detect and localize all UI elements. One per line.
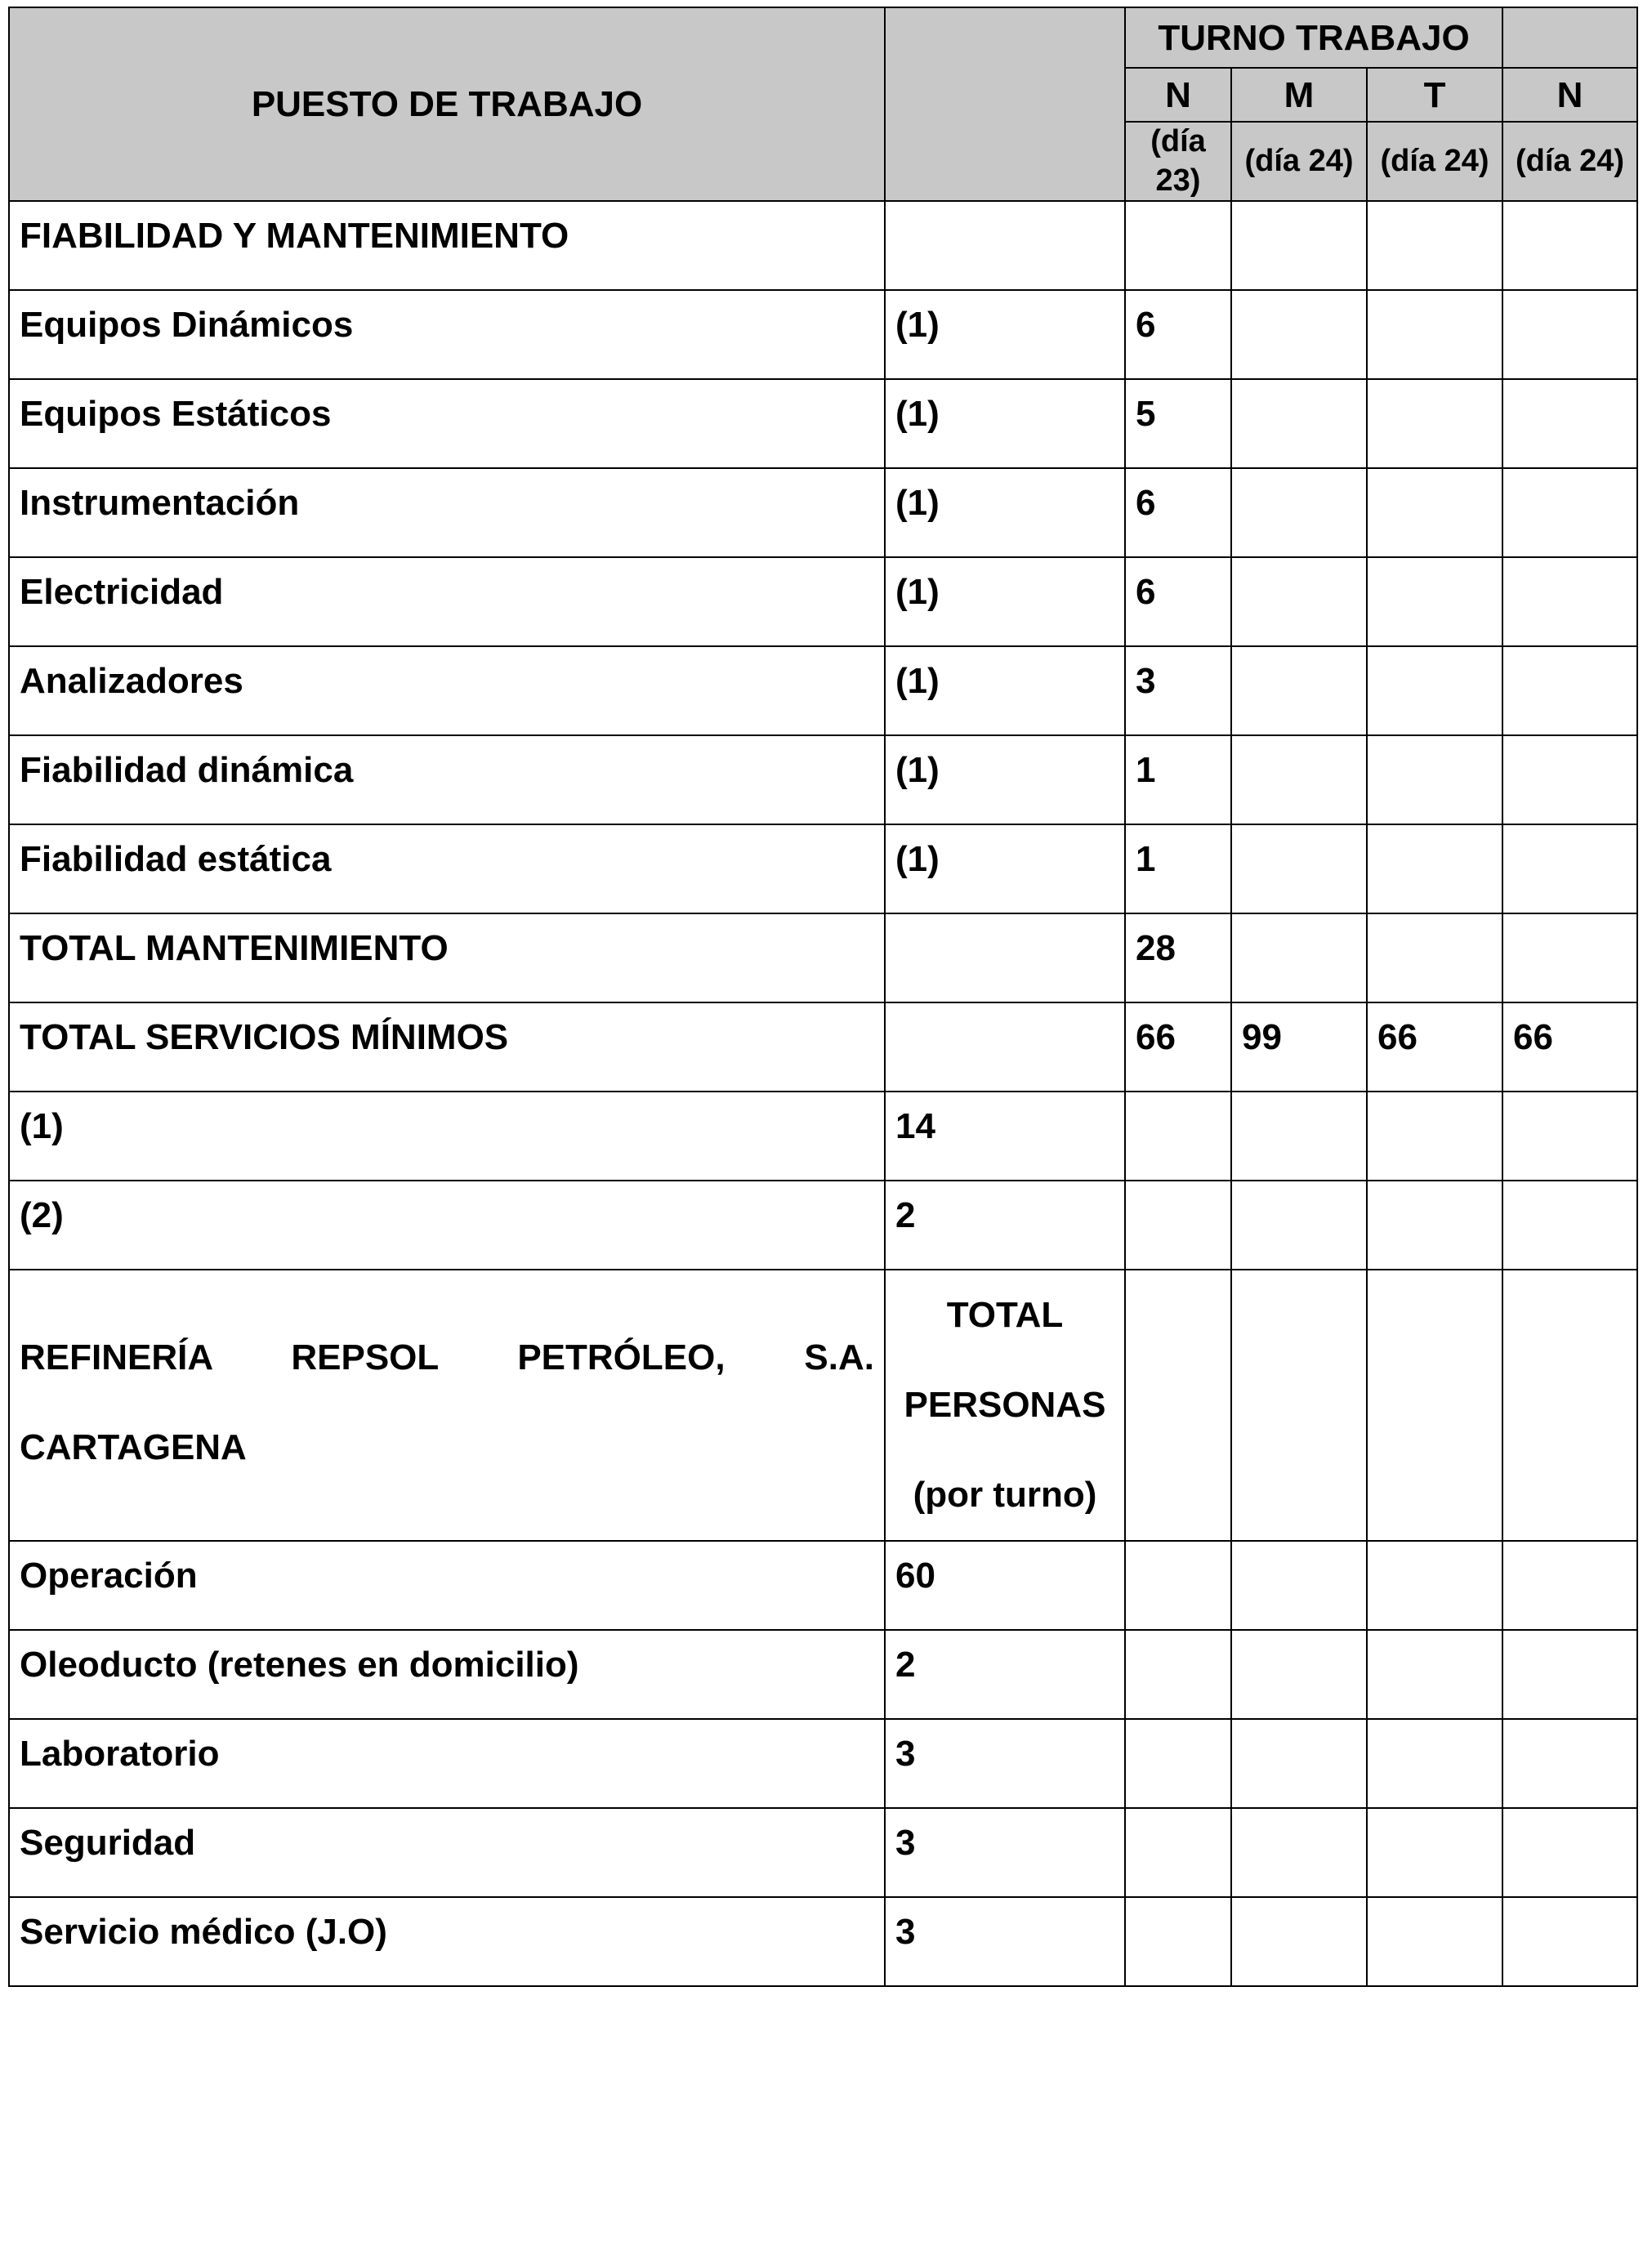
shift-t24-cell: [1367, 468, 1502, 557]
shift-n23-cell: 3: [1125, 646, 1231, 735]
header-shift-code-2: M: [1231, 68, 1367, 122]
puesto-cell: Equipos Estáticos: [9, 379, 885, 468]
shift-n24-cell: 66: [1502, 1002, 1637, 1092]
table-cell: [1367, 1630, 1502, 1719]
table-row: [9, 824, 1637, 913]
puesto-cell: Fiabilidad dinámica: [9, 735, 885, 824]
table-cell: [1125, 1719, 1231, 1808]
marker-cell: [885, 913, 1125, 1002]
puesto-cell: TOTAL SERVICIOS MÍNIMOS: [9, 1002, 885, 1092]
shift-m24-cell: [1231, 824, 1367, 913]
shift-m24-cell: [1231, 201, 1367, 290]
puesto-cell: Laboratorio: [9, 1719, 885, 1808]
table-row: [9, 1541, 1637, 1630]
marker-cell: (1): [885, 468, 1125, 557]
table-cell: [1231, 1630, 1367, 1719]
total-personas-line2: PERSONAS: [904, 1385, 1106, 1425]
marker-cell: 2: [885, 1181, 1125, 1270]
table-cell: [1367, 1897, 1502, 1986]
table-cell: [1502, 1719, 1637, 1808]
total-personas-value-cell: 2: [885, 1630, 1125, 1719]
header-shift-day-4: (día 24): [1502, 122, 1637, 201]
shift-t24-cell: [1367, 1181, 1502, 1270]
table-row: [9, 913, 1637, 1002]
shift-m24-cell: [1231, 468, 1367, 557]
shift-m24-cell: [1231, 290, 1367, 379]
table-cell: [1125, 1897, 1231, 1986]
shift-m24-cell: [1231, 646, 1367, 735]
table-row: [9, 1181, 1637, 1270]
shift-n24-cell: [1502, 557, 1637, 646]
header-shift-code-3: T: [1367, 68, 1502, 122]
servicios-minimos-table: [8, 7, 1638, 1987]
header-blank: [885, 7, 1125, 201]
header-shift-code-1: N: [1125, 68, 1231, 122]
table-row: [9, 1002, 1637, 1092]
marker-cell: (1): [885, 646, 1125, 735]
total-personas-value-cell: 60: [885, 1541, 1125, 1630]
shift-n24-cell: [1502, 1092, 1637, 1181]
puesto-cell: TOTAL MANTENIMIENTO: [9, 913, 885, 1002]
shift-t24-cell: [1367, 735, 1502, 824]
marker-cell: (1): [885, 290, 1125, 379]
header-shift-day-2: (día 24): [1231, 122, 1367, 201]
refineria-name-cell: [9, 1270, 885, 1541]
shift-n23-cell: [1125, 1092, 1231, 1181]
table-row: [9, 646, 1637, 735]
shift-n23-cell: [1125, 201, 1231, 290]
marker-cell: (1): [885, 379, 1125, 468]
shift-t24-cell: [1367, 1092, 1502, 1181]
puesto-cell: Seguridad: [9, 1808, 885, 1897]
puesto-cell: Analizadores: [9, 646, 885, 735]
total-personas-value-cell: 3: [885, 1897, 1125, 1986]
header-turno-blank: [1502, 7, 1637, 68]
marker-cell: (1): [885, 824, 1125, 913]
shift-n23-cell: 28: [1125, 913, 1231, 1002]
table-cell: [1125, 1270, 1231, 1541]
shift-n23-cell: 6: [1125, 468, 1231, 557]
table-row: [9, 1092, 1637, 1181]
header-shift-day-1: (día 23): [1125, 122, 1231, 201]
total-personas-cell: [885, 1270, 1125, 1541]
table-row: [9, 735, 1637, 824]
marker-cell: 14: [885, 1092, 1125, 1181]
header-shift-code-4: N: [1502, 68, 1637, 122]
table-row: [9, 1897, 1637, 1986]
shift-n24-cell: [1502, 913, 1637, 1002]
shift-t24-cell: [1367, 201, 1502, 290]
marker-cell: [885, 1002, 1125, 1092]
shift-m24-cell: [1231, 1181, 1367, 1270]
shift-n24-cell: [1502, 468, 1637, 557]
shift-m24-cell: 99: [1231, 1002, 1367, 1092]
shift-n23-cell: 6: [1125, 290, 1231, 379]
puesto-cell: Electricidad: [9, 557, 885, 646]
shift-n24-cell: [1502, 735, 1637, 824]
shift-t24-cell: [1367, 913, 1502, 1002]
puesto-cell: Operación: [9, 1541, 885, 1630]
table-row: [9, 557, 1637, 646]
table-cell: [1125, 1808, 1231, 1897]
table-cell: [1367, 1270, 1502, 1541]
marker-cell: (1): [885, 735, 1125, 824]
puesto-cell: Fiabilidad estática: [9, 824, 885, 913]
puesto-cell: Oleoducto (retenes en domicilio): [9, 1630, 885, 1719]
table-cell: [1502, 1541, 1637, 1630]
table-cell: [1125, 1541, 1231, 1630]
table-row: [9, 1808, 1637, 1897]
shift-t24-cell: [1367, 557, 1502, 646]
table-cell: [1502, 1630, 1637, 1719]
shift-n24-cell: [1502, 201, 1637, 290]
shift-m24-cell: [1231, 735, 1367, 824]
puesto-cell: Equipos Dinámicos: [9, 290, 885, 379]
refineria-name-line1: REFINERÍA REPSOL PETRÓLEO, S.A.: [20, 1337, 874, 1377]
total-personas-value-cell: 3: [885, 1719, 1125, 1808]
table-row: [9, 468, 1637, 557]
shift-m24-cell: [1231, 913, 1367, 1002]
shift-m24-cell: [1231, 557, 1367, 646]
shift-t24-cell: [1367, 824, 1502, 913]
table-row: [9, 379, 1637, 468]
shift-n24-cell: [1502, 290, 1637, 379]
table-cell: [1502, 1808, 1637, 1897]
table-cell: [1231, 1808, 1367, 1897]
shift-t24-cell: [1367, 646, 1502, 735]
shift-n23-cell: 1: [1125, 735, 1231, 824]
header-turno: TURNO TRABAJO: [1125, 7, 1502, 68]
shift-t24-cell: [1367, 290, 1502, 379]
refineria-header-row: [9, 1270, 1637, 1541]
puesto-cell: (1): [9, 1092, 885, 1181]
total-personas-value-cell: 3: [885, 1808, 1125, 1897]
shift-n24-cell: [1502, 646, 1637, 735]
table-cell: [1502, 1897, 1637, 1986]
table-cell: [1367, 1719, 1502, 1808]
shift-n23-cell: 1: [1125, 824, 1231, 913]
table-row: [9, 1630, 1637, 1719]
header-shift-day-3: (día 24): [1367, 122, 1502, 201]
marker-cell: [885, 201, 1125, 290]
shift-m24-cell: [1231, 379, 1367, 468]
table-cell: [1502, 1270, 1637, 1541]
shift-n23-cell: 5: [1125, 379, 1231, 468]
puesto-cell: Instrumentación: [9, 468, 885, 557]
table-row: [9, 290, 1637, 379]
table-cell: [1231, 1541, 1367, 1630]
puesto-cell: FIABILIDAD Y MANTENIMIENTO: [9, 201, 885, 290]
shift-m24-cell: [1231, 1092, 1367, 1181]
header-puesto: PUESTO DE TRABAJO: [9, 7, 885, 201]
table-cell: [1125, 1630, 1231, 1719]
table-row: [9, 1719, 1637, 1808]
shift-n23-cell: 6: [1125, 557, 1231, 646]
total-personas-line3: (por turno): [913, 1475, 1097, 1515]
table-cell: [1231, 1270, 1367, 1541]
total-personas-line1: TOTAL: [946, 1295, 1064, 1335]
refineria-name-line2: CARTAGENA: [20, 1427, 247, 1467]
puesto-cell: Servicio médico (J.O): [9, 1897, 885, 1986]
shift-t24-cell: 66: [1367, 1002, 1502, 1092]
table-cell: [1231, 1897, 1367, 1986]
shift-n24-cell: [1502, 1181, 1637, 1270]
table-cell: [1367, 1541, 1502, 1630]
table-row: [9, 201, 1637, 290]
rows-body: [9, 201, 1637, 1986]
shift-n23-cell: [1125, 1181, 1231, 1270]
shift-n24-cell: [1502, 824, 1637, 913]
shift-n24-cell: [1502, 379, 1637, 468]
table-cell: [1367, 1808, 1502, 1897]
table-cell: [1231, 1719, 1367, 1808]
shift-n23-cell: 66: [1125, 1002, 1231, 1092]
puesto-cell: (2): [9, 1181, 885, 1270]
shift-t24-cell: [1367, 379, 1502, 468]
marker-cell: (1): [885, 557, 1125, 646]
